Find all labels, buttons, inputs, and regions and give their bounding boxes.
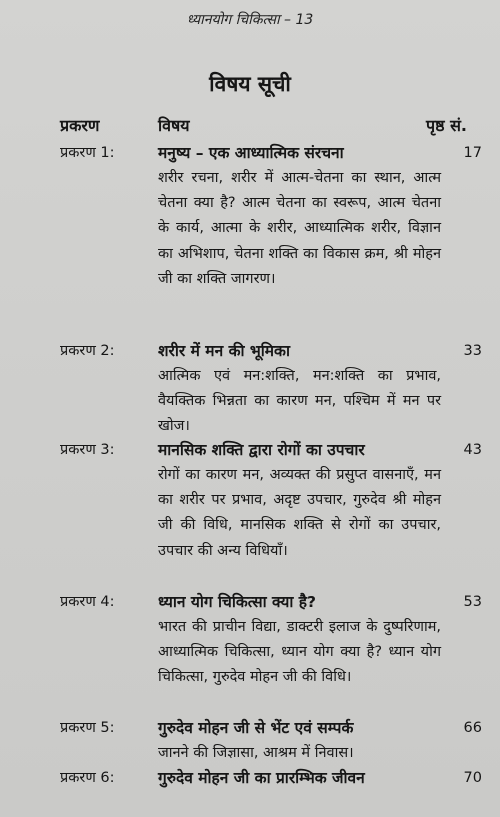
chapter-number: प्रकरण 1: bbox=[60, 145, 115, 161]
chapter-title: शरीर में मन की भूमिका bbox=[158, 342, 290, 360]
column-header-subject: विषय bbox=[158, 116, 190, 135]
chapter-title: मनुष्य – एक आध्यात्मिक संरचना bbox=[158, 144, 344, 162]
running-head: ध्यानयोग चिकित्सा – 13 bbox=[186, 12, 314, 28]
chapter-summary: जानने की जिज्ञासा, आश्रम में निवास। bbox=[158, 745, 354, 761]
chapter-number: प्रकरण 3: bbox=[60, 442, 115, 458]
chapter-number: प्रकरण 4: bbox=[60, 594, 115, 610]
chapter-title: मानसिक शक्ति द्वारा रोगों का उपचार bbox=[158, 441, 365, 459]
chapter-number: प्रकरण 2: bbox=[60, 343, 115, 359]
chapter-summary: भारत की प्राचीन विद्या, डाक्टरी इलाज के दुष्परिणाम, आध्यात्मिक चिकित्सा, ध्यान योग क्या है? ध्यान योग चिकित्सा, गुरुदेव मोहन जी की विधि। bbox=[158, 619, 441, 686]
page-number: 70 bbox=[463, 770, 482, 786]
chapter-title: ध्यान योग चिकित्सा क्या है? bbox=[158, 593, 316, 611]
column-header-chapter: प्रकरण bbox=[60, 116, 100, 135]
chapter-number: प्रकरण 5: bbox=[60, 720, 115, 736]
chapter-title: गुरुदेव मोहन जी से भेंट एवं सम्पर्क bbox=[158, 719, 354, 737]
page-number: 33 bbox=[463, 343, 482, 359]
chapter-summary: शरीर रचना, शरीर में आत्म-चेतना का स्थान, आत्म चेतना क्या है? आत्म चेतना का स्वरूप, आत्म चेतना के कार्य, आत्मा के शरीर, आध्यात्मिक शरीर, विज्ञान का अभिशाप, चेतना शक्ति का विकास क्रम, श्री मोहन जी का शक्ति जागरण। bbox=[158, 170, 441, 287]
page-number: 53 bbox=[463, 594, 482, 610]
column-header-page: पृष्ठ सं. bbox=[426, 116, 467, 135]
chapter-number: प्रकरण 6: bbox=[60, 770, 115, 786]
chapter-summary: आत्मिक एवं मन:शक्ति, मन:शक्ति का प्रभाव, वैयक्तिक भिन्नता का कारण मन, पश्चिम में मन पर खोज। bbox=[158, 368, 441, 435]
page-number: 66 bbox=[463, 720, 482, 736]
chapter-title: गुरुदेव मोहन जी का प्रारम्भिक जीवन bbox=[158, 769, 365, 787]
page-number: 43 bbox=[463, 442, 482, 458]
chapter-summary: रोगों का कारण मन, अव्यक्त की प्रसुप्त वासनाएँ, मन का शरीर पर प्रभाव, अदृष्ट उपचार, गुरुदेव श्री मोहन जी की विधि, मानसिक शक्ति से रोगों का उपचार, उपचार की अन्य विधियाँ। bbox=[158, 467, 441, 559]
page-number: 17 bbox=[463, 145, 482, 161]
page-title: विषय सूची bbox=[209, 72, 291, 96]
